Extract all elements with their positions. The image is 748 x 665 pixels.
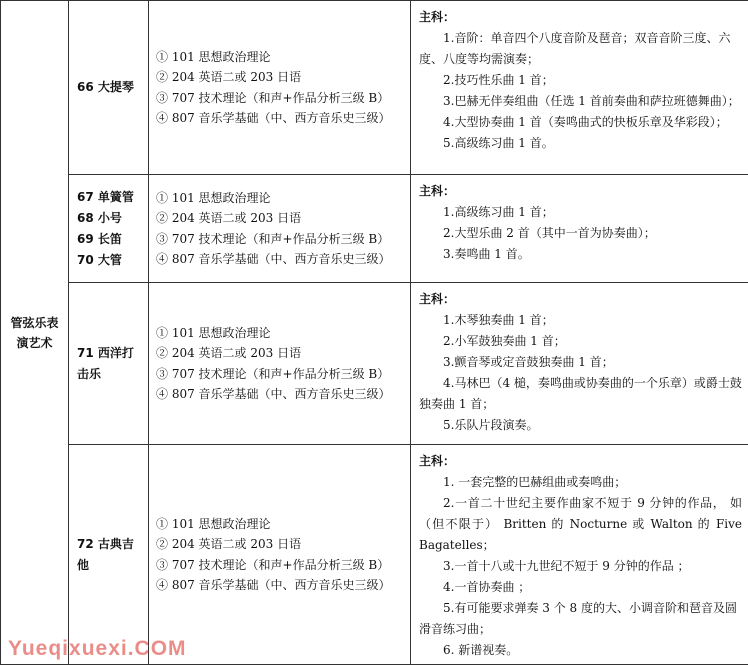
department-name: 管弦乐表演艺术 [10, 316, 58, 350]
requirement-item: 2.技巧性乐曲 1 首； [419, 70, 742, 91]
exam-subject: ④ 807 音乐学基础（中、西方音乐史三级） [156, 108, 410, 129]
major-cell [69, 445, 149, 665]
requirements-cell [411, 283, 748, 445]
major-name: 66 大提琴 [77, 77, 148, 98]
major-name: 67 单簧管 [77, 187, 148, 208]
exam-subject: ① 101 思想政治理论 [156, 323, 410, 344]
requirement-item: 5.乐队片段演奏。 [419, 415, 742, 436]
department-cell [1, 1, 69, 665]
site-watermark: Yueqixuexi.COM [8, 637, 187, 661]
major-name: 击乐 [77, 364, 148, 385]
requirement-item: 2.一首二十世纪主要作曲家不短于 9 分钟的作品， 如（但不限于） Britten 的 Nocturne 或 Walton 的 Five Bagatelles； [419, 493, 742, 556]
table-row [1, 1, 748, 175]
requirement-item: 2.小军鼓独奏曲 1 首； [419, 331, 742, 352]
exam-subject: ③ 707 技术理论（和声+作品分析三级 B） [156, 364, 410, 385]
requirement-item: 1.高级练习曲 1 首； [419, 202, 742, 223]
requirement-item: 2.大型乐曲 2 首（其中一首为协奏曲）； [419, 223, 742, 244]
requirements-cell [411, 175, 748, 283]
exam-subjects-cell [149, 283, 411, 445]
exam-subject: ① 101 思想政治理论 [156, 188, 410, 209]
requirement-item: 4.大型协奏曲 1 首（奏鸣曲式的快板乐章及华彩段）； [419, 112, 742, 133]
main-subject-label: 主科： [419, 181, 742, 202]
major-cell [69, 283, 149, 445]
exam-subject: ③ 707 技术理论（和声+作品分析三级 B） [156, 88, 410, 109]
exam-subjects-cell [149, 1, 411, 175]
exam-subjects-cell [149, 175, 411, 283]
exam-subject: ④ 807 音乐学基础（中、西方音乐史三级） [156, 384, 410, 405]
requirement-item: 5.有可能要求弹奏 3 个 8 度的大、小调音阶和琶音及圆滑音练习曲； [419, 598, 742, 640]
major-name: 69 长笛 [77, 229, 148, 250]
requirement-item: 6. 新谱视奏。 [419, 640, 742, 661]
exam-subject: ③ 707 技术理论（和声+作品分析三级 B） [156, 229, 410, 250]
table-row [1, 175, 748, 283]
exam-subject: ② 204 英语二或 203 日语 [156, 534, 410, 555]
main-subject-label: 主科： [419, 289, 742, 310]
major-name: 他 [77, 555, 148, 576]
main-subject-label: 主科： [419, 451, 742, 472]
major-name: 72 古典吉 [77, 534, 148, 555]
exam-subject: ② 204 英语二或 203 日语 [156, 67, 410, 88]
table-row [1, 445, 748, 665]
requirement-item: 1.音阶：单音四个八度音阶及琶音；双音音阶三度、六度、八度等均需演奏； [419, 28, 742, 70]
exam-subject: ① 101 思想政治理论 [156, 514, 410, 535]
table-row [1, 283, 748, 445]
requirements-cell [411, 445, 748, 665]
exam-subject: ④ 807 音乐学基础（中、西方音乐史三级） [156, 575, 410, 596]
requirement-item: 1.木琴独奏曲 1 首； [419, 310, 742, 331]
major-name: 68 小号 [77, 208, 148, 229]
requirement-item: 3.颤音琴或定音鼓独奏曲 1 首； [419, 352, 742, 373]
requirements-cell [411, 1, 748, 175]
requirement-item: 3.奏鸣曲 1 首。 [419, 244, 742, 265]
main-subject-label: 主科： [419, 7, 742, 28]
exam-subject: ② 204 英语二或 203 日语 [156, 343, 410, 364]
major-name: 70 大管 [77, 250, 148, 271]
requirement-item: 5.高级练习曲 1 首。 [419, 133, 742, 154]
requirement-item: 4.一首协奏曲 ； [419, 577, 742, 598]
major-name: 71 西洋打 [77, 343, 148, 364]
requirement-item: 3.巴赫无伴奏组曲（任选 1 首前奏曲和萨拉班德舞曲）； [419, 91, 742, 112]
exam-subject: ② 204 英语二或 203 日语 [156, 208, 410, 229]
requirement-item: 4.马林巴（4 槌，奏鸣曲或协奏曲的一个乐章）或爵士鼓独奏曲 1 首； [419, 373, 742, 415]
requirement-item: 3.一首十八或十九世纪不短于 9 分钟的作品 ； [419, 556, 742, 577]
exam-subject: ① 101 思想政治理论 [156, 47, 410, 68]
exam-subjects-cell [149, 445, 411, 665]
major-cell [69, 1, 149, 175]
requirement-item: 1. 一套完整的巴赫组曲或奏鸣曲； [419, 472, 742, 493]
exam-subject: ③ 707 技术理论（和声+作品分析三级 B） [156, 555, 410, 576]
major-cell [69, 175, 149, 283]
exam-subject: ④ 807 音乐学基础（中、西方音乐史三级） [156, 249, 410, 270]
